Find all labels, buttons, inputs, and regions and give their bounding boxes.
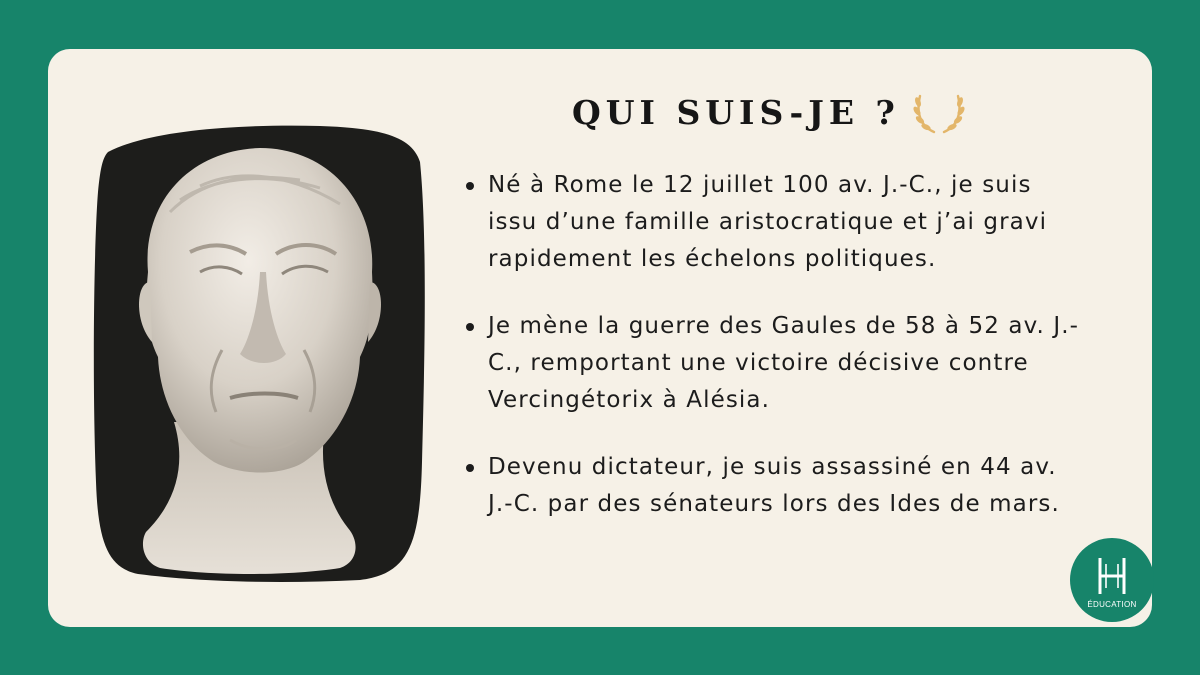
bullet-list xyxy=(462,167,1082,553)
title-row xyxy=(572,87,966,137)
bullet-text: Je mène la guerre des Gaules de 58 à 52 av. J.-C., remportant une victoire décisive contre Vercingétorix à Alésia. xyxy=(488,313,1080,413)
quiz-card xyxy=(48,49,1152,627)
list-item xyxy=(462,449,1082,523)
list-item xyxy=(462,167,1082,278)
bust-portrait-photo xyxy=(90,122,430,584)
h-education-logo xyxy=(1070,538,1154,622)
page-title: QUI SUIS-JE ? xyxy=(572,92,900,132)
bullet-icon xyxy=(466,323,474,331)
bullet-icon xyxy=(466,464,474,472)
bullet-icon xyxy=(466,182,474,190)
bullet-text: Devenu dictateur, je suis assassiné en 44 av. J.-C. par des sénateurs lors des Ides de mars. xyxy=(488,454,1060,517)
logo-caption: ÉDUCATION xyxy=(1087,600,1137,609)
h-logo-icon xyxy=(1097,556,1127,596)
laurel-wreath-icon xyxy=(912,88,966,136)
list-item xyxy=(462,308,1082,419)
bullet-text: Né à Rome le 12 juillet 100 av. J.-C., je suis issu d’une famille aristocratique et j’ai gravi rapidement les échelons politiques. xyxy=(488,172,1048,272)
